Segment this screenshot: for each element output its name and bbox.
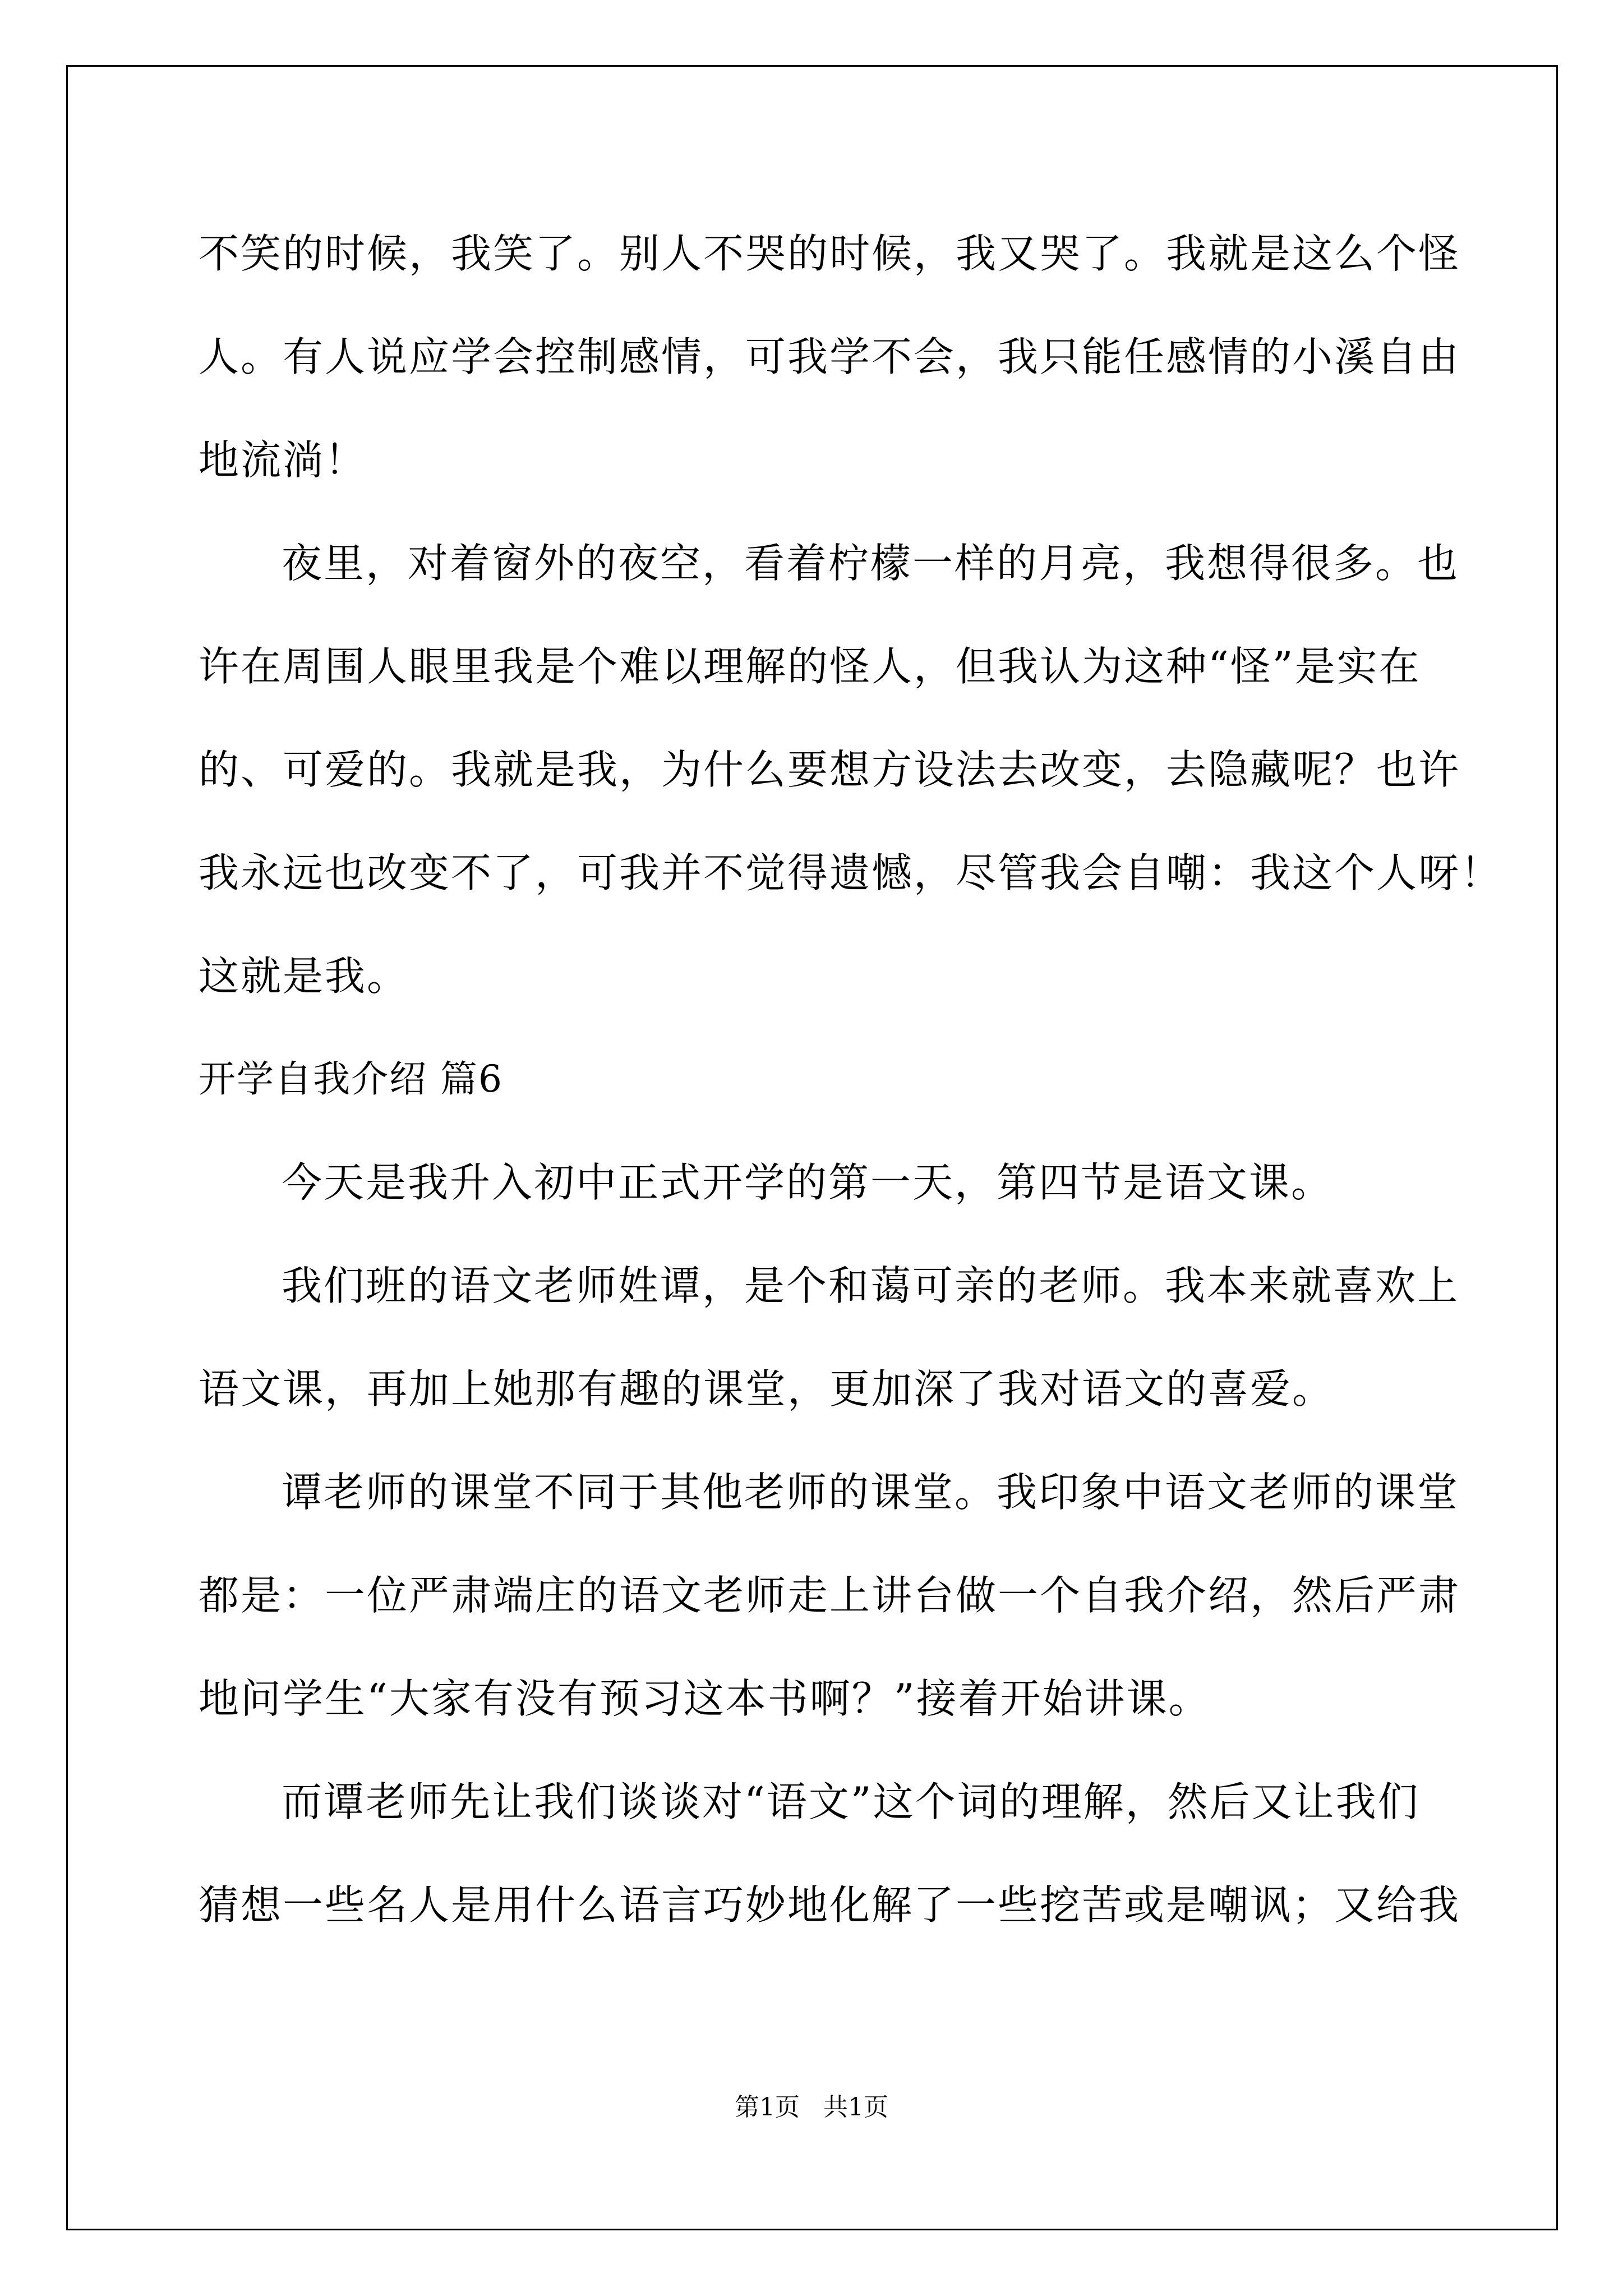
text-line-16: 而谭老师先让我们谈谈对“语文”这个词的理解，然后又让我们	[282, 1778, 1420, 1825]
text-line-13: 谭老师的课堂不同于其他老师的课堂。我印象中语文老师的课堂	[282, 1469, 1460, 1516]
text-line-2: 人。有人说应学会控制感情，可我学不会，我只能任感情的小溪自由	[199, 333, 1461, 380]
text-line-1: 不笑的时候，我笑了。别人不哭的时候，我又哭了。我就是这么个怪	[199, 230, 1461, 277]
text-line-10: 今天是我升入初中正式开学的第一天，第四节是语文课。	[282, 1159, 1334, 1206]
text-line-15: 地问学生“大家有没有预习这本书啊？”接着开始讲课。	[199, 1675, 1211, 1722]
text-line-7: 我永远也改变不了，可我并不觉得遗憾，尽管我会自嘲：我这个人呀！	[199, 849, 1503, 896]
text-line-3: 地流淌！	[199, 436, 367, 484]
text-line-4: 夜里，对着窗外的夜空，看着柠檬一样的月亮，我想得很多。也	[282, 540, 1460, 587]
text-line-8: 这就是我。	[199, 953, 409, 1000]
text-line-11: 我们班的语文老师姓谭，是个和蔼可亲的老师。我本来就喜欢上	[282, 1262, 1460, 1309]
document-body	[199, 202, 1503, 1957]
page-footer: 第1页 共1页	[735, 2093, 888, 2122]
text-line-14: 都是：一位严肃端庄的语文老师走上讲台做一个自我介绍，然后严肃	[199, 1572, 1461, 1619]
text-line-6: 的、可爱的。我就是我，为什么要想方设法去改变，去隐藏呢？也许	[199, 746, 1461, 793]
section-heading: 开学自我介绍 篇6	[199, 1057, 503, 1101]
text-line-12: 语文课，再加上她那有趣的课堂，更加深了我对语文的喜爱。	[199, 1365, 1335, 1412]
text-line-5: 许在周围人眼里我是个难以理解的怪人，但我认为这种“怪”是实在	[199, 643, 1421, 690]
text-line-17: 猜想一些名人是用什么语言巧妙地化解了一些挖苦或是嘲讽；又给我	[199, 1881, 1461, 1929]
